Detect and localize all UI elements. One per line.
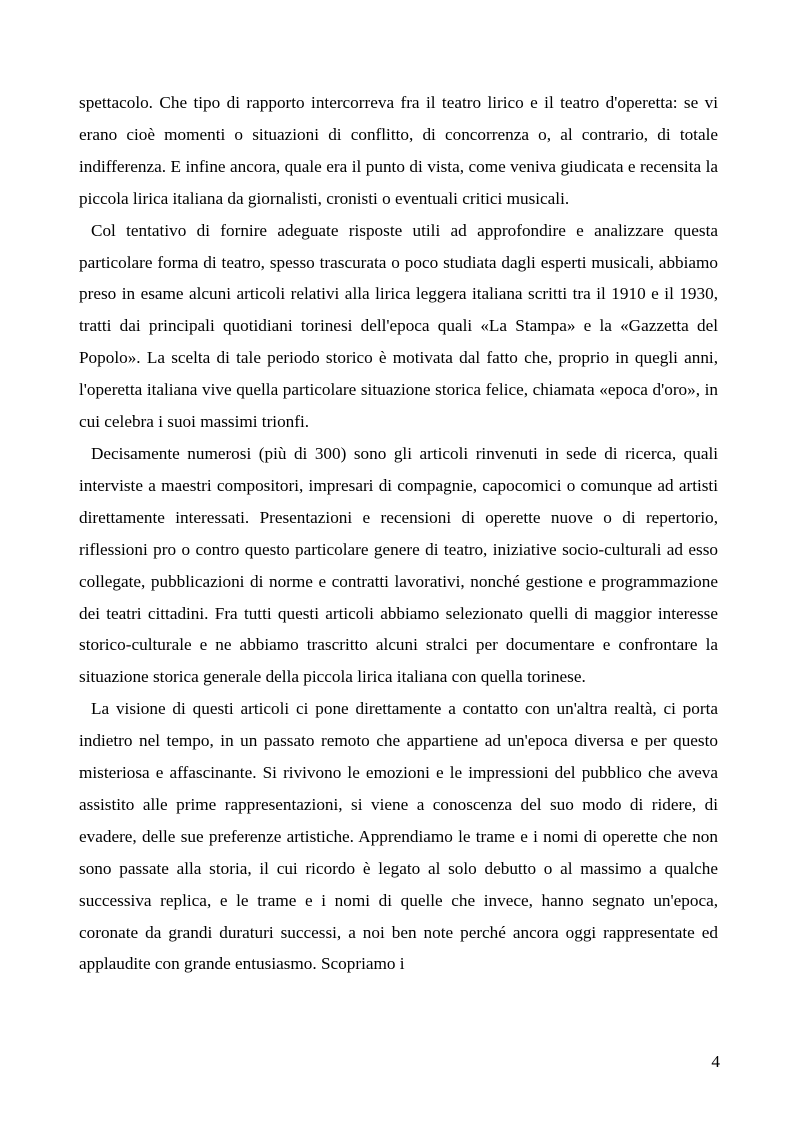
paragraph-continued: spettacolo. Che tipo di rapporto intercorreva fra il teatro lirico e il teatro d'operetta: se vi erano cioè momenti o situazioni di conflitto, di concorrenza o, al contrario, di totale indifferenza. E infine ancora, quale era il punto di vista, come veniva giudicata e recensita la piccola lirica italiana da giornalisti, cronisti o eventuali critici musicali. (79, 93, 718, 208)
paragraph: Decisamente numerosi (più di 300) sono gli articoli rinvenuti in sede di ricerca, quali interviste a maestri compositori, impresari di compagnie, capocomici o comunque ad artisti direttamente interessati. Presentazioni e recensioni di operette nuove o di repertorio, riflessioni pro o contro questo particolare genere di teatro, iniziative socio-culturali ad esso collegate, pubblicazioni di norme e contratti lavorativi, nonché gestione e programmazione dei teatri cittadini. Fra tutti questi articoli abbiamo selezionato quelli di maggior interesse storico-culturale e ne abbiamo trascritto alcuni stralci per documentare e confrontare la situazione storica generale della piccola lirica italiana con quella torinese. (79, 443, 718, 687)
page-number: 4 (711, 1052, 720, 1071)
document-body (79, 87, 718, 980)
paragraph: La visione di questi articoli ci pone direttamente a contatto con un'altra realtà, ci porta indietro nel tempo, in un passato remoto che appartiene ad un'epoca diversa e per questo misteriosa e affascinante. Si rivivono le emozioni e le impressioni del pubblico che aveva assistito alle prime rappresentazioni, si viene a conoscenza del suo modo di ridere, di evadere, delle sue preferenze artistiche. Apprendiamo le trame e i nomi di operette che non sono passate alla storia, il cui ricordo è legato al solo debutto o al massimo a qualche successiva replica, e le trame e i nomi di quelle che invece, hanno segnato un'epoca, coronate da grandi duraturi successi, a noi ben note perché ancora oggi rappresentate ed applaudite con grande entusiasmo. Scopriamo i (79, 699, 718, 974)
paragraph: Col tentativo di fornire adeguate risposte utili ad approfondire e analizzare questa particolare forma di teatro, spesso trascurata o poco studiata dagli esperti musicali, abbiamo preso in esame alcuni articoli relativi alla lirica leggera italiana scritti tra il 1910 e il 1930, tratti dai principali quotidiani torinesi dell'epoca quali «La Stampa» e la «Gazzetta del Popolo». La scelta di tale periodo storico è motivata dal fatto che, proprio in quegli anni, l'operetta italiana vive quella particolare situazione storica felice, chiamata «epoca d'oro», in cui celebra i suoi massimi trionfi. (79, 220, 718, 432)
